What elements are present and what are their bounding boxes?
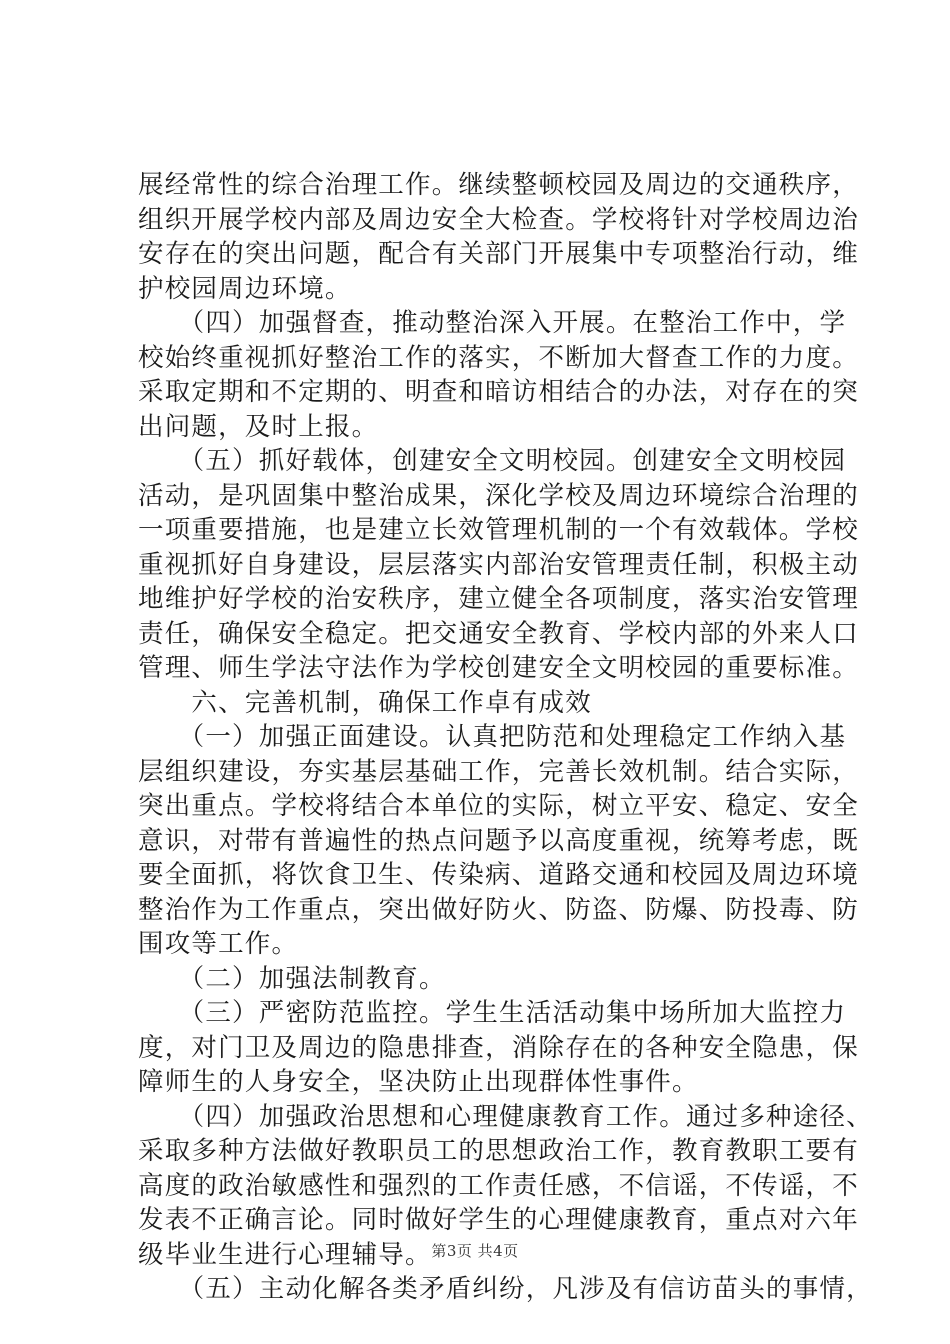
text-line: 出问题，及时上报。 bbox=[138, 411, 379, 442]
text-line: 要全面抓，将饮食卫生、传染病、道路交通和校园及周边环境 bbox=[138, 860, 859, 890]
text-line: 校始终重视抓好整治工作的落实，不断加大督查工作的力度。 bbox=[138, 342, 859, 373]
text-line: 级毕业生进行心理辅导。 bbox=[138, 1239, 432, 1270]
text-line: 高度的政治敏感性和强烈的工作责任感，不信谣，不传谣，不 bbox=[138, 1170, 859, 1201]
text-line: 围攻等工作。 bbox=[138, 929, 299, 959]
document-body bbox=[138, 168, 873, 1307]
text-line: （五）主动化解各类矛盾纠纷，凡涉及有信访苗头的事情， bbox=[138, 1274, 873, 1304]
text-line: 采取多种方法做好教职员工的思想政治工作，教育教职工要有 bbox=[138, 1136, 859, 1166]
text-line: 管理、师生学法守法作为学校创建安全文明校园的重要标准。 bbox=[138, 653, 859, 683]
text-line: 地维护好学校的治安秩序，建立健全各项制度，落实治安管理 bbox=[138, 584, 859, 614]
text-line: （二）加强法制教育。 bbox=[138, 963, 446, 994]
text-line: 度，对门卫及周边的隐患排查，消除存在的各种安全隐患，保 bbox=[138, 1032, 859, 1063]
text-line: （四）加强督查，推动整治深入开展。在整治工作中，学 bbox=[138, 308, 847, 338]
text-line: 采取定期和不定期的、明查和暗访相结合的办法，对存在的突 bbox=[138, 377, 859, 407]
text-line: 发表不正确言论。同时做好学生的心理健康教育，重点对六年 bbox=[138, 1205, 859, 1235]
text-line: （四）加强政治思想和心理健康教育工作。通过多种途径、 bbox=[138, 1101, 873, 1132]
text-line: 意识，对带有普遍性的热点问题予以高度重视，统筹考虑，既 bbox=[138, 825, 859, 856]
text-line: 六、完善机制，确保工作卓有成效 bbox=[138, 687, 592, 718]
text-line: 突出重点。学校将结合本单位的实际，树立平安、稳定、安全 bbox=[138, 791, 859, 821]
text-line: 整治作为工作重点，突出做好防火、防盗、防爆、防投毒、防 bbox=[138, 894, 859, 925]
text-line: （五）抓好载体，创建安全文明校园。创建安全文明校园 bbox=[138, 446, 847, 476]
text-line: 展经常性的综合治理工作。继续整顿校园及周边的交通秩序， bbox=[138, 170, 859, 200]
text-line: 护校园周边环境。 bbox=[138, 273, 352, 304]
text-line: （三）严密防范监控。学生生活活动集中场所加大监控力 bbox=[138, 998, 847, 1028]
text-line: 组织开展学校内部及周边安全大检查。学校将针对学校周边治 bbox=[138, 204, 859, 235]
text-line: 责任，确保安全稳定。把交通安全教育、学校内部的外来人口 bbox=[138, 618, 859, 649]
page-footer: 第3页 共4页 bbox=[431, 1242, 519, 1260]
text-line: 层组织建设，夯实基层基础工作，完善长效机制。结合实际， bbox=[138, 756, 859, 787]
text-line: 重视抓好自身建设，层层落实内部治安管理责任制，积极主动 bbox=[138, 549, 859, 580]
text-line: 一项重要措施，也是建立长效管理机制的一个有效载体。学校 bbox=[138, 515, 859, 545]
text-line: 活动，是巩固集中整治成果，深化学校及周边环境综合治理的 bbox=[138, 480, 859, 511]
text-line: （一）加强正面建设。认真把防范和处理稳定工作纳入基 bbox=[138, 722, 847, 752]
text-line: 障师生的人身安全，坚决防止出现群体性事件。 bbox=[138, 1067, 699, 1097]
text-line: 安存在的突出问题，配合有关部门开展集中专项整治行动，维 bbox=[138, 239, 859, 269]
